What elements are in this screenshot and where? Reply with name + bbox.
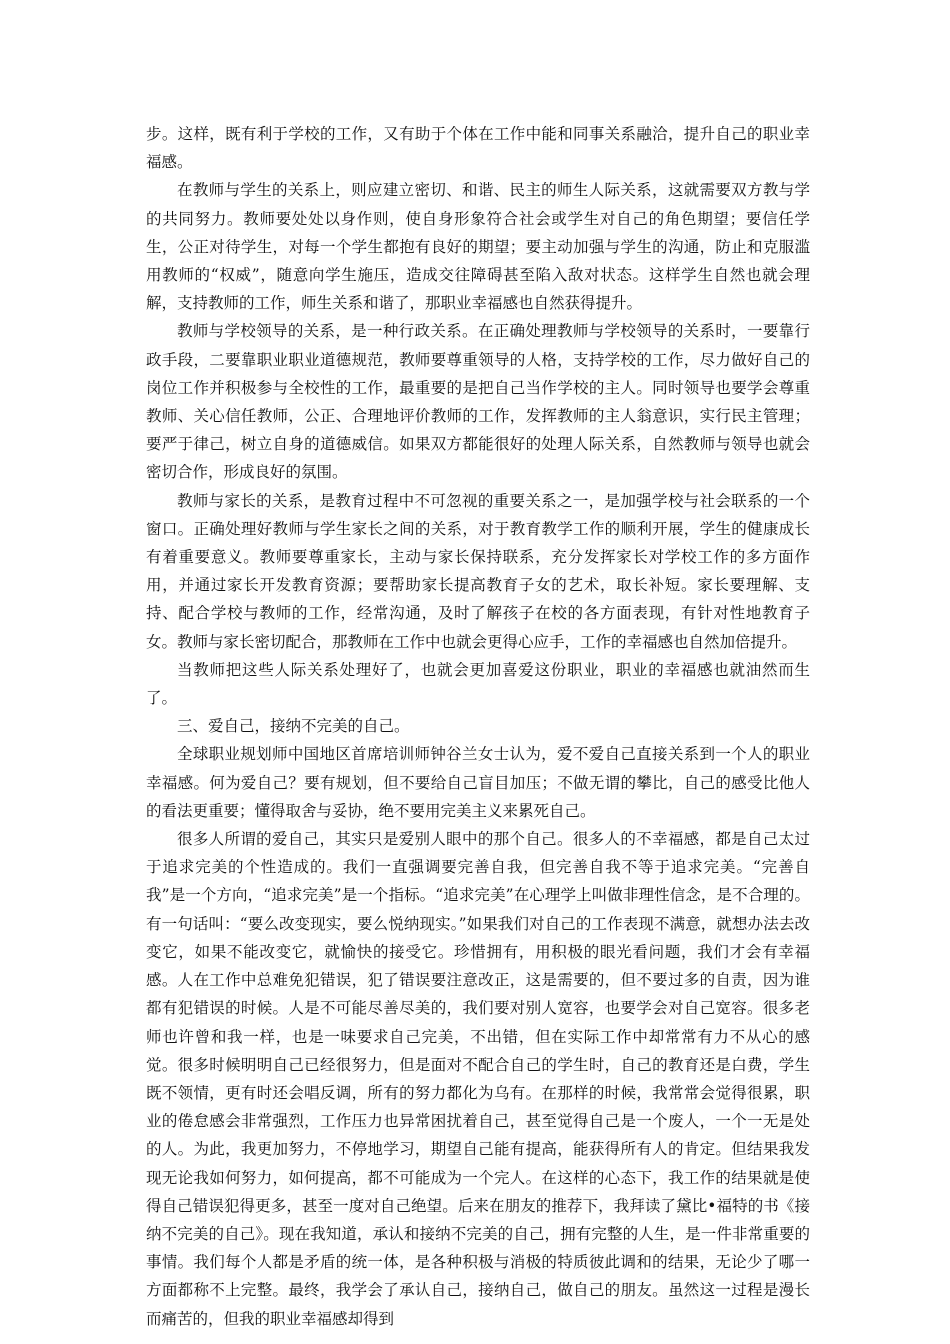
paragraph-imperfection: 很多人所谓的爱自己，其实只是爱别人眼中的那个自己。很多人的不幸福感，都是自己太过于追求完美的个性造成的。我们一直强调要完善自我，但完善自我不等于追求完美。“完善自我”是一个方向，“追求完美”是一个指标。“追求完美”在心理学上叫做非理性信念，是不合理的。有一句话叫：“要么改变现实，要么悦纳现实。”如果我们对自己的工作表现不满意，就想办法去改变它，如果不能改变它，就愉快的接受它。珍惜拥有，用积极的眼光看问题，我们才会有幸福感。人在工作中总难免犯错误，犯了错误要注意改正，这是需要的，但不要过多的自责，因为谁都有犯错误的时候。人是不可能尽善尽美的，我们要对别人宽容，也要学会对自己宽容。很多老师也许曾和我一样，也是一味要求自己完美，不出错，但在实际工作中却常常有力不从心的感觉。很多时候明明自己已经很努力，但是面对不配合自己的学生时，自己的教育还是白费，学生既不领情，更有时还会唱反调，所有的努力都化为乌有。在那样的时候，我常常会觉得很累，职业的倦怠感会非常强烈，工作压力也异常困扰着自己，甚至觉得自己是一个废人，一个一无是处的人。为此，我更加努力，不停地学习，期望自己能有提高，能获得所有人的肯定。但结果我发现无论我如何努力，如何提高，都不可能成为一个完人。在这样的心态下，我工作的结果就是使得自己错误犯得更多，甚至一度对自己绝望。后来在朋友的推荐下，我拜读了黛比•福特的书《接纳不完美的自己》。现在我知道，承认和接纳不完美的自己，拥有完整的人生，是一件非常重要的事情。我们每个人都是矛盾的统一体，是各种积极与消极的特质彼此调和的结果，无论少了哪一方面都称不上完整。最终，我学会了承认自己，接纳自己，做自己的朋友。虽然这一过程是漫长而痛苦的，但我的职业幸福感却得到 bbox=[146, 830, 810, 1328]
paragraph-teacher-leadership: 教师与学校领导的关系，是一种行政关系。在正确处理教师与学校领导的关系时，一要靠行政手段，二要靠职业职业道德规范，教师要尊重领导的人格，支持学校的工作，尽力做好自己的岗位工作并积极参与全校性的工作，最重要的是把自己当作学校的主人。同时领导也要学会尊重教师、关心信任教师，公正、合理地评价教师的工作，发挥教师的主人翁意识，实行民主管理；要严于律己，树立自身的道德威信。如果双方都能很好的处理人际关系，自然教师与领导也就会密切合作，形成良好的氛围。 bbox=[146, 322, 810, 482]
paragraph-summary: 当教师把这些人际关系处理好了，也就会更加喜爱这份职业，职业的幸福感也就油然而生了。 bbox=[146, 660, 810, 708]
paragraph-teacher-parents: 教师与家长的关系，是教育过程中不可忽视的重要关系之一，是加强学校与社会联系的一个窗口。正确处理好教师与学生家长之间的关系，对于教育教学工作的顺利开展，学生的健康成长有着重要意义。教师要尊重家长，主动与家长保持联系，充分发挥家长对学校工作的多方面作用，并通过家长开发教育资源；要帮助家长提高教育子女的艺术，取长补短。家长要理解、支持、配合学校与教师的工作，经常沟通，及时了解孩子在校的各方面表现，有针对性地教育子女。教师与家长密切配合，那教师在工作中也就会更得心应手，工作的幸福感也自然加倍提升。 bbox=[146, 491, 810, 651]
paragraph-continuation: 步。这样，既有利于学校的工作，又有助于个体在工作中能和同事关系融洽，提升自己的职业幸福感。 bbox=[146, 125, 810, 172]
section-heading-love-yourself: 三、爱自己，接纳不完美的自己。 bbox=[177, 717, 410, 736]
paragraph-teacher-student: 在教师与学生的关系上，则应建立密切、和谐、民主的师生人际关系，这就需要双方教与学的共同努力。教师要处处以身作则，使自身形象符合社会或学生对自己的角色期望；要信任学生，公正对待学生，对每一个学生都抱有良好的期望；要主动加强与学生的沟通，防止和克服滥用教师的“权威”，随意向学生施压，造成交往障碍甚至陷入敌对状态。这样学生自然也就会理解，支持教师的工作，师生关系和谐了，那职业幸福感也自然获得提升。 bbox=[146, 181, 810, 313]
paragraph-zhong-gulan: 全球职业规划师中国地区首席培训师钟谷兰女士认为，爱不爱自己直接关系到一个人的职业幸福感。何为爱自己？要有规划，但不要给自己盲目加压；不做无谓的攀比，自己的感受比他人的看法更重要；懂得取舍与妥协，绝不要用完美主义来累死自己。 bbox=[146, 745, 810, 820]
document-body bbox=[146, 120, 810, 1333]
